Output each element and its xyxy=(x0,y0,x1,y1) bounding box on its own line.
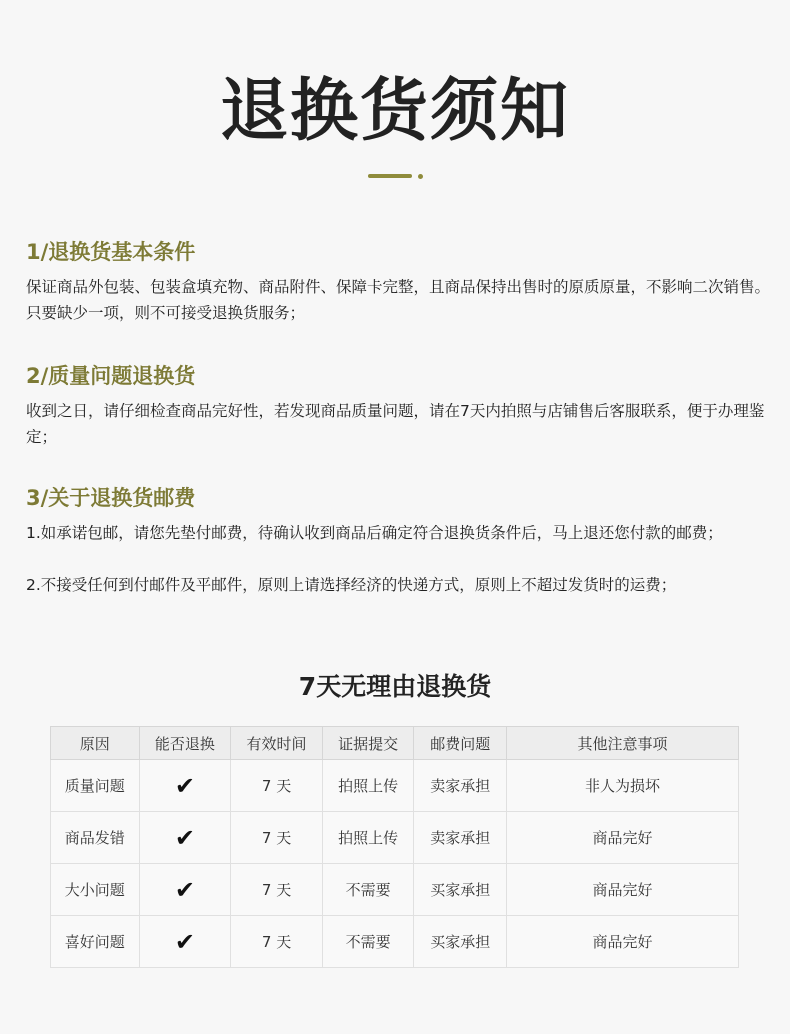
title-underline xyxy=(368,174,412,178)
cell-notes: 商品完好 xyxy=(507,916,739,968)
cell-period: 7 天 xyxy=(231,864,323,916)
check-mark-icon: ✔ xyxy=(174,927,195,956)
cell-postage: 卖家承担 xyxy=(414,760,507,812)
section-postage xyxy=(26,484,771,598)
cell-returnable xyxy=(139,812,231,864)
section-heading: 3/关于退换货邮费 xyxy=(26,486,196,510)
check-mark-icon: ✔ xyxy=(174,771,195,800)
header-postage: 邮费问题 xyxy=(414,727,507,760)
section-heading: 1/退换货基本条件 xyxy=(26,240,196,264)
cell-postage: 卖家承担 xyxy=(414,812,507,864)
header-proof: 证据提交 xyxy=(322,727,414,760)
cell-postage: 买家承担 xyxy=(414,864,507,916)
section-paragraph: 1.如承诺包邮，请您先垫付邮费，待确认收到商品后确定符合退换货条件后，马上退还您付款的邮费； xyxy=(26,524,723,542)
cell-postage: 买家承担 xyxy=(414,916,507,968)
table-row xyxy=(51,812,739,864)
cell-proof: 不需要 xyxy=(322,864,414,916)
section-basic-conditions xyxy=(26,238,771,326)
table-header-row xyxy=(51,727,739,760)
page-title: 退换货须知 xyxy=(219,72,570,151)
table-row xyxy=(51,760,739,812)
header-notes: 其他注意事项 xyxy=(507,727,739,760)
table-row xyxy=(51,916,739,968)
cell-proof: 拍照上传 xyxy=(322,812,414,864)
section-paragraph: 收到之日，请仔细检查商品完好性，若发现商品质量问题，请在7天内拍照与店铺售后客服联系，便于办理鉴定； xyxy=(26,402,765,446)
cell-period: 7 天 xyxy=(231,760,323,812)
cell-period: 7 天 xyxy=(231,916,323,968)
section-paragraph: 2.不接受任何到付邮件及平邮件，原则上请选择经济的快递方式，原则上不超过发货时的运费； xyxy=(26,576,677,594)
check-mark-icon: ✔ xyxy=(174,875,195,904)
table-title: 7天无理由退换货 xyxy=(298,672,492,701)
cell-reason: 质量问题 xyxy=(51,760,140,812)
cell-proof: 不需要 xyxy=(322,916,414,968)
return-policy-table xyxy=(50,726,739,968)
title-dot xyxy=(418,174,423,179)
header-reason: 原因 xyxy=(51,727,140,760)
cell-notes: 非人为损坏 xyxy=(507,760,739,812)
cell-notes: 商品完好 xyxy=(507,812,739,864)
cell-returnable xyxy=(139,760,231,812)
cell-returnable xyxy=(139,864,231,916)
header-returnable: 能否退换 xyxy=(139,727,231,760)
cell-reason: 大小问题 xyxy=(51,864,140,916)
cell-period: 7 天 xyxy=(231,812,323,864)
table-row xyxy=(51,864,739,916)
header-period: 有效时间 xyxy=(231,727,323,760)
cell-reason: 喜好问题 xyxy=(51,916,140,968)
cell-returnable xyxy=(139,916,231,968)
section-paragraph: 保证商品外包装、包装盒填充物、商品附件、保障卡完整，且商品保持出售时的原质原量，不影响二次销售。只要缺少一项，则不可接受退换货服务； xyxy=(26,278,771,322)
section-quality-issues xyxy=(26,362,771,450)
cell-proof: 拍照上传 xyxy=(322,760,414,812)
section-heading: 2/质量问题退换货 xyxy=(26,364,196,388)
cell-notes: 商品完好 xyxy=(507,864,739,916)
cell-reason: 商品发错 xyxy=(51,812,140,864)
check-mark-icon: ✔ xyxy=(174,823,195,852)
